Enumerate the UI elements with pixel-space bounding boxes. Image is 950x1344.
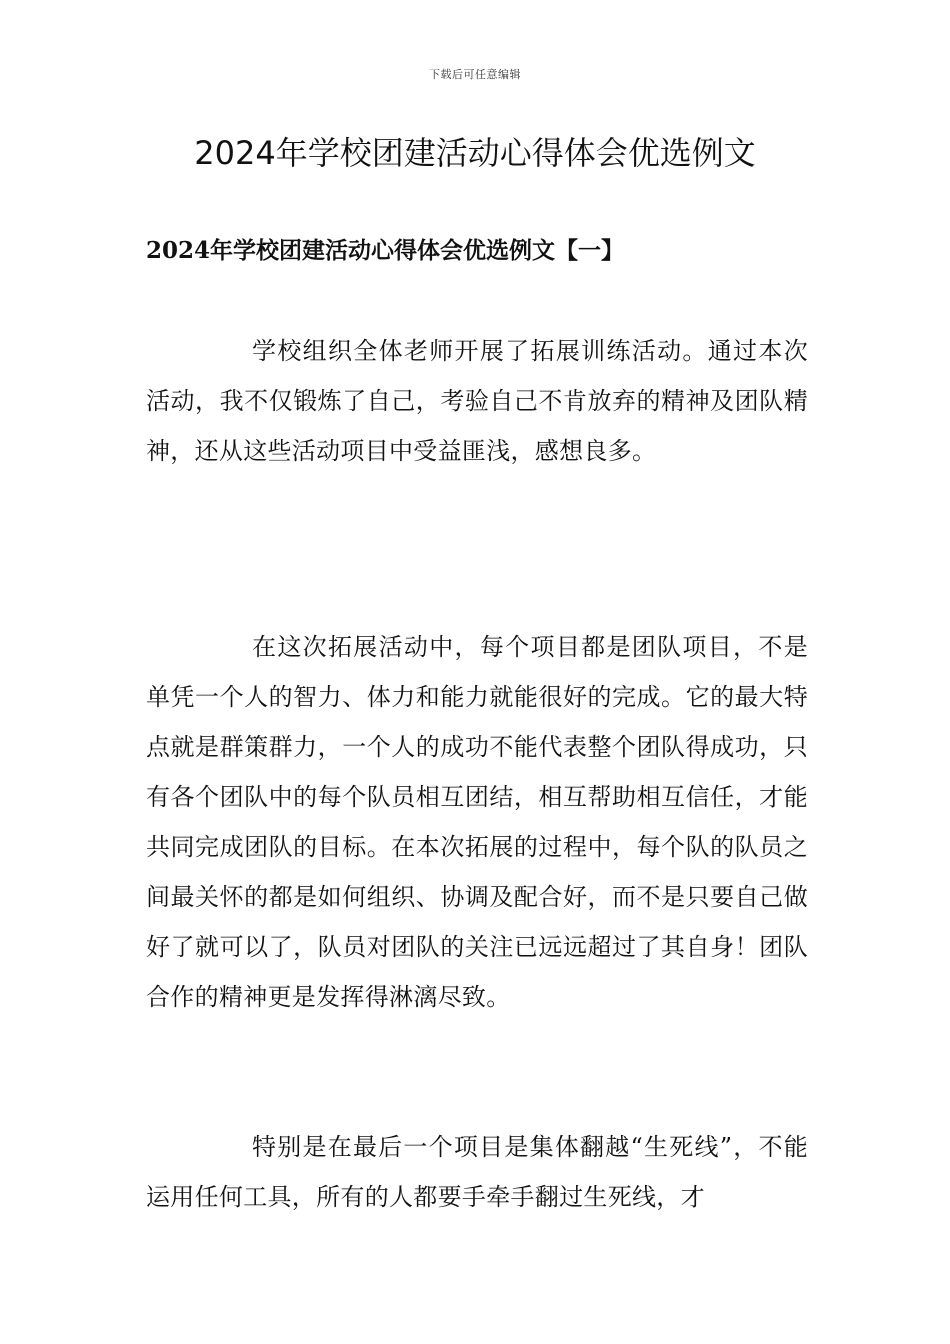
document-title: 2024年学校团建活动心得体会优选例文 <box>194 134 756 172</box>
paragraph-2: 在这次拓展活动中，每个项目都是团队项目，不是单凭一个人的智力、体力和能力就能很好的完成。它的最大特点就是群策群力，一个人的成功不能代表整个团队得成功，只有各个团队中的每个队员相互团结，相互帮助相互信任，才能共同完成团队的目标。在本次拓展的过程中，每个队的队员之间最关怀的都是如何组织、协调及配合好，而不是只要自己做好了就可以了，队员对团队的关注已远远超过了其自身！团队合作的精神更是发挥得淋漓尽致。 <box>146 633 808 1011</box>
paragraph-3: 特别是在最后一个项目是集体翻越“生死线”，不能运用任何工具，所有的人都要手牵手翻过生死线，才 <box>146 1133 808 1211</box>
header-note: 下载后可任意编辑 <box>429 68 521 81</box>
section-heading: 2024年学校团建活动心得体会优选例文【一】 <box>146 237 625 264</box>
paragraph-1: 学校组织全体老师开展了拓展训练活动。通过本次活动，我不仅锻炼了自己，考验自己不肯放弃的精神及团队精神，还从这些活动项目中受益匪浅，感想良多。 <box>146 337 808 465</box>
